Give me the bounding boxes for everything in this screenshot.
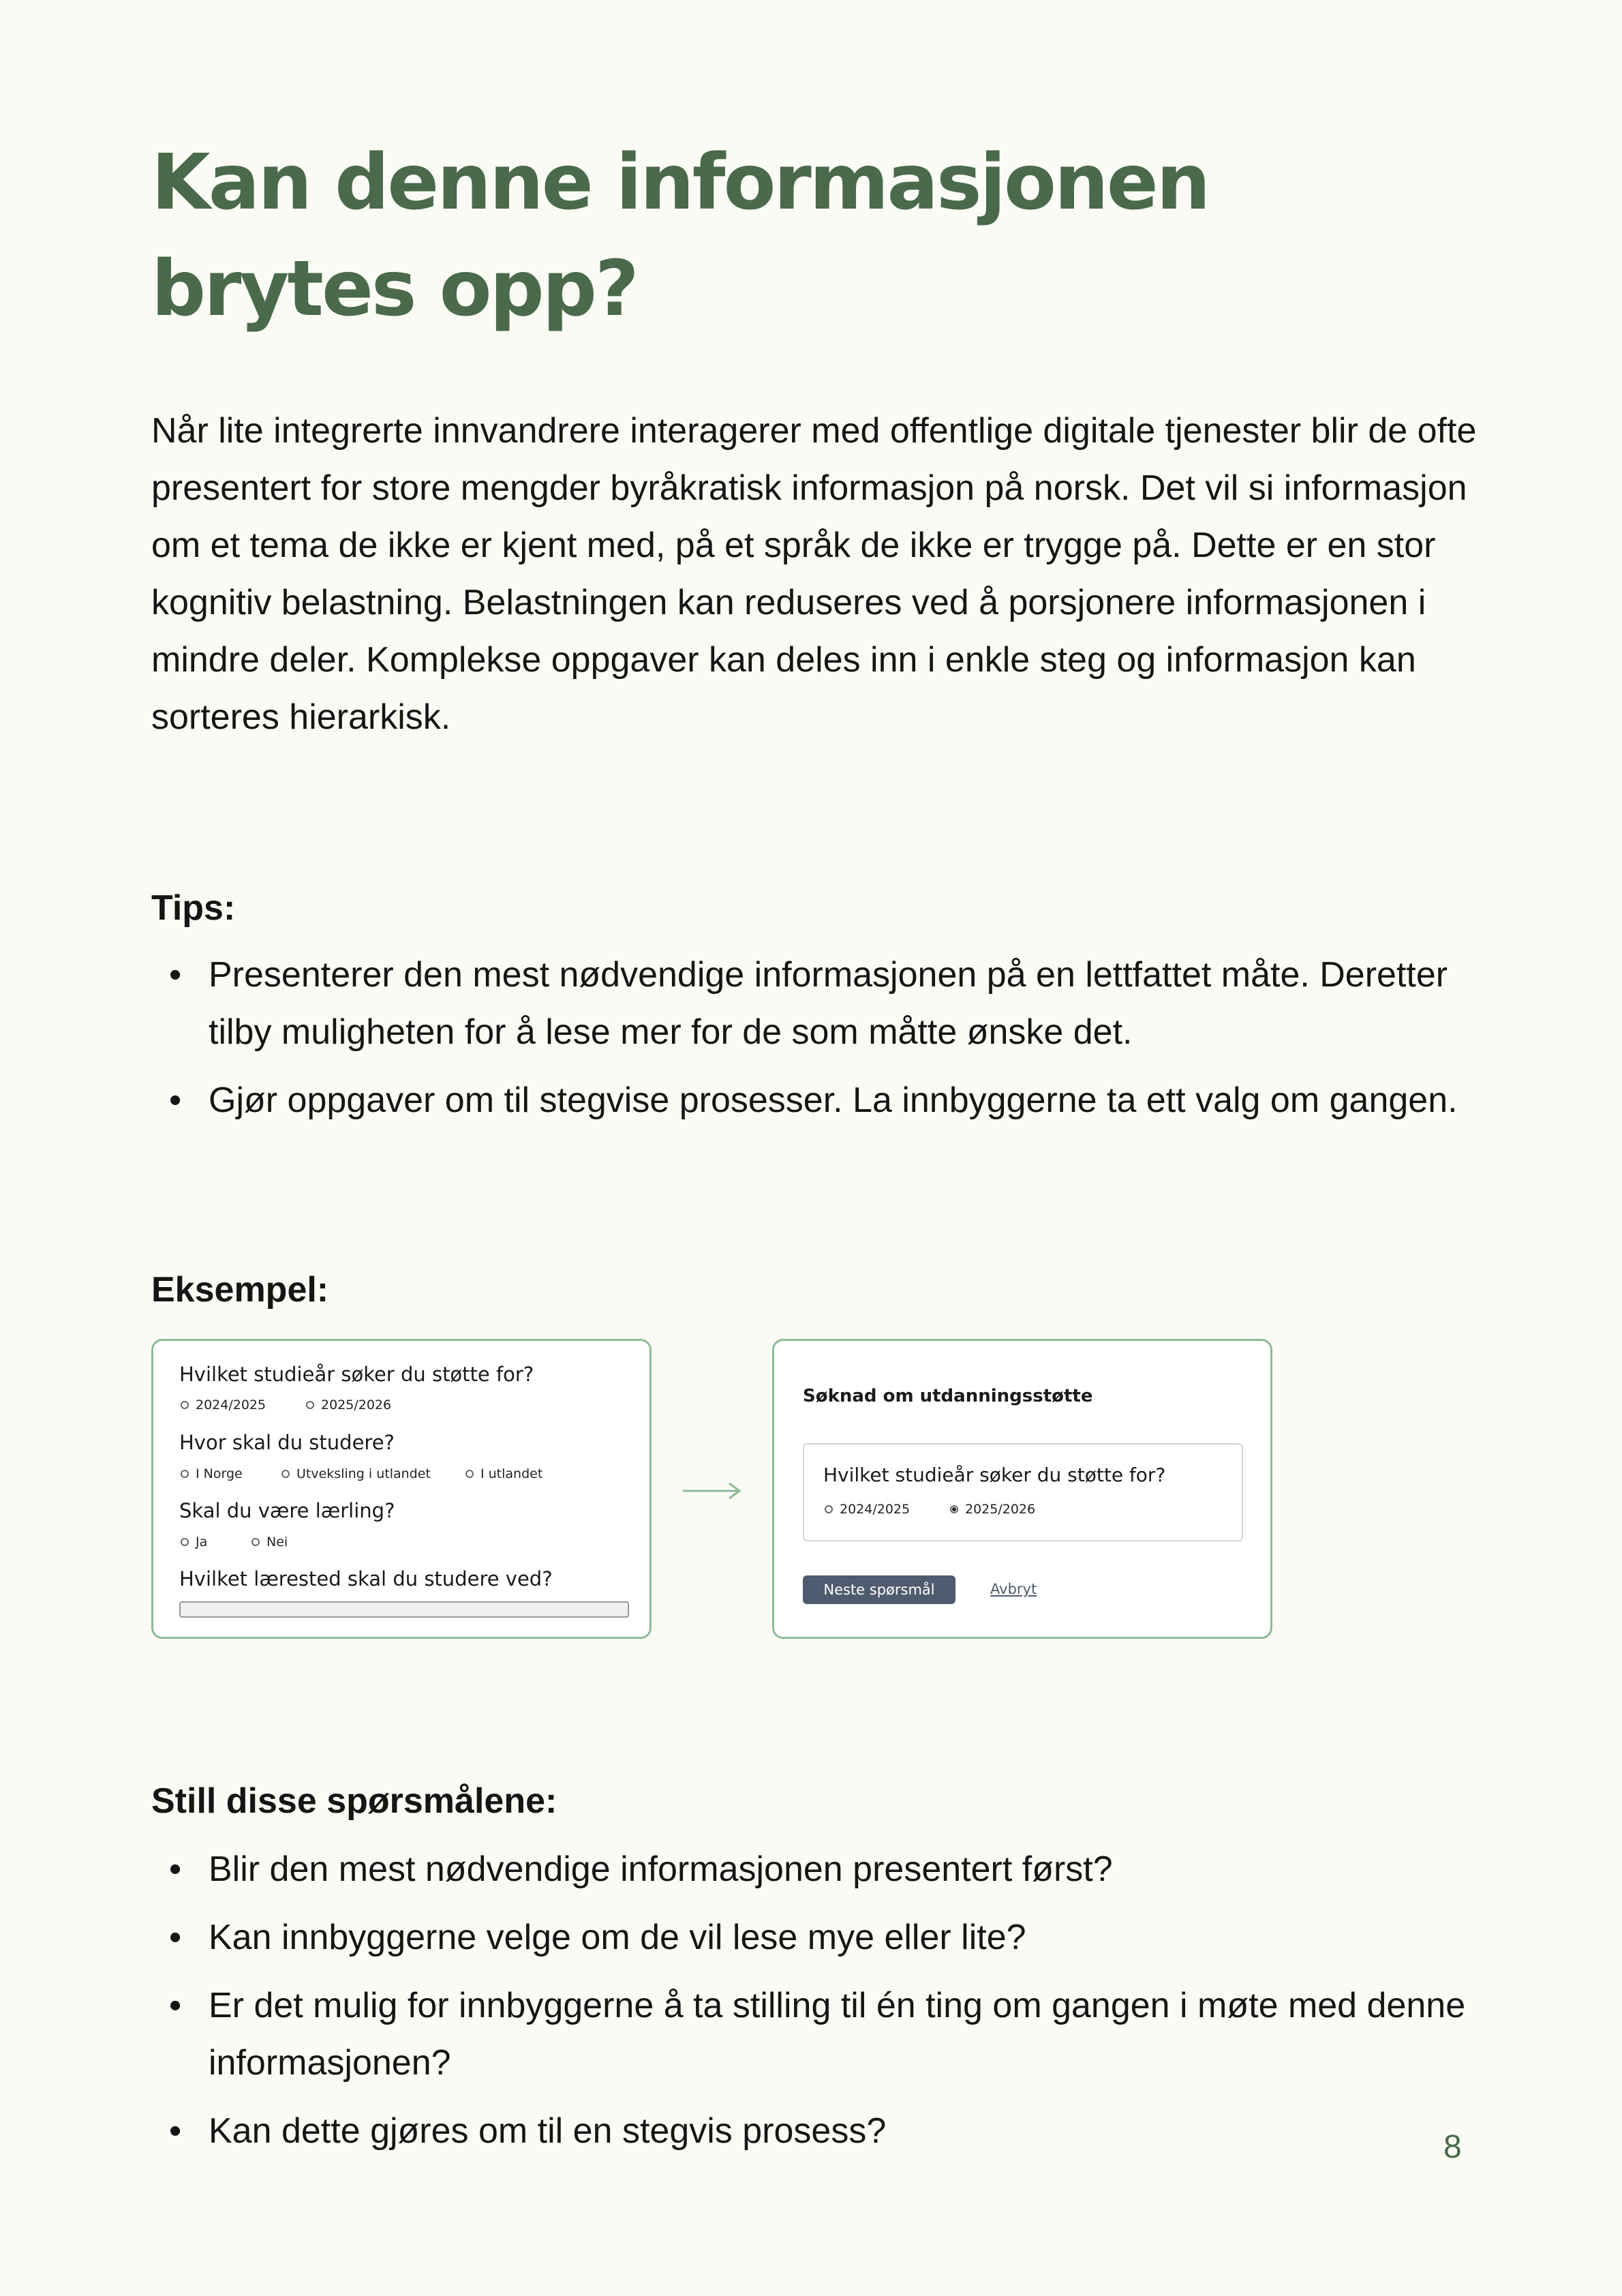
radio-option[interactable]: Nei (251, 1535, 288, 1550)
questions-list (151, 1841, 1514, 2171)
form-title: Søknad om utdanningsstøtte (803, 1386, 1093, 1406)
radio-icon (181, 1538, 189, 1546)
tips-list (151, 946, 1514, 1140)
radio-option[interactable]: Ja (181, 1535, 207, 1550)
page-number: 8 (1443, 2129, 1462, 2165)
radio-option[interactable]: 2025/2026 (306, 1398, 391, 1413)
next-question-button[interactable]: Neste spørsmål (803, 1575, 955, 1604)
question-label: Hvor skal du studere? (179, 1431, 395, 1454)
radio-option[interactable]: 2024/2025 (825, 1502, 910, 1517)
radio-option[interactable]: I utlandet (465, 1466, 542, 1481)
radio-selected-icon (950, 1505, 958, 1513)
arrow-right-icon (682, 1481, 743, 1501)
list-item: • Kan dette gjøres om til en stegvis prosess? (151, 2102, 1514, 2160)
radio-option[interactable]: 2024/2025 (181, 1398, 266, 1413)
question-label: Hvilket lærested skal du studere ved? (179, 1567, 553, 1590)
school-input[interactable] (179, 1601, 629, 1618)
radio-icon (281, 1470, 290, 1478)
questions-heading: Still disse spørsmålene: (151, 1781, 557, 1821)
list-item: • Gjør oppgaver om til stegvise prosesser. La innbyggerne ta ett valg om gangen. (151, 1072, 1514, 1129)
list-item: • Kan innbyggerne velge om de vil lese mye eller lite? (151, 1909, 1514, 1966)
radio-option[interactable]: I Norge (181, 1466, 243, 1481)
question-card (803, 1443, 1243, 1541)
radio-icon (181, 1470, 189, 1478)
radio-icon (465, 1470, 474, 1478)
cancel-link[interactable]: Avbryt (990, 1581, 1037, 1597)
example-all-questions-form (151, 1339, 652, 1639)
radio-icon (251, 1538, 260, 1546)
question-label: Hvilket studieår søker du støtte for? (179, 1363, 534, 1386)
example-stepwise-form (772, 1339, 1272, 1639)
question-label: Skal du være lærling? (179, 1499, 395, 1522)
page-title: Kan denne informasjonen brytes opp? (151, 138, 1209, 333)
list-item: • Blir den mest nødvendige informasjonen presentert først? (151, 1841, 1514, 1898)
intro-paragraph: Når lite integrerte innvandrere interagerer med offentlige digitale tjenester blir de ofte presentert for store mengder byråkratisk informasjon på norsk. Det vil si informasjon om et tema de ikke er kjent med, på et språk de ikke er trygge på. Dette er en stor kognitiv belastning. Belastningen kan reduseres ved å porsjonere informasjonen i mindre deler. Komplekse oppgaver kan deles inn i enkle steg og informasjon kan sorteres hierarkisk. (151, 411, 1477, 737)
question-label: Hvilket studieår søker du støtte for? (823, 1464, 1166, 1486)
radio-option[interactable]: Utveksling i utlandet (281, 1466, 431, 1481)
list-item: • Presenterer den mest nødvendige informasjonen på en lettfattet måte. Deretter tilby muligheten for å lese mer for de som måtte ønske det. (151, 946, 1514, 1061)
example-heading: Eksempel: (151, 1270, 329, 1310)
radio-icon (181, 1401, 189, 1409)
list-item: • Er det mulig for innbyggerne å ta stilling til én ting om gangen i møte med denne informasjonen? (151, 1977, 1514, 2091)
radio-icon (306, 1401, 314, 1409)
radio-option-selected[interactable]: 2025/2026 (950, 1502, 1035, 1517)
tips-heading: Tips: (151, 888, 236, 928)
radio-icon (825, 1505, 833, 1513)
